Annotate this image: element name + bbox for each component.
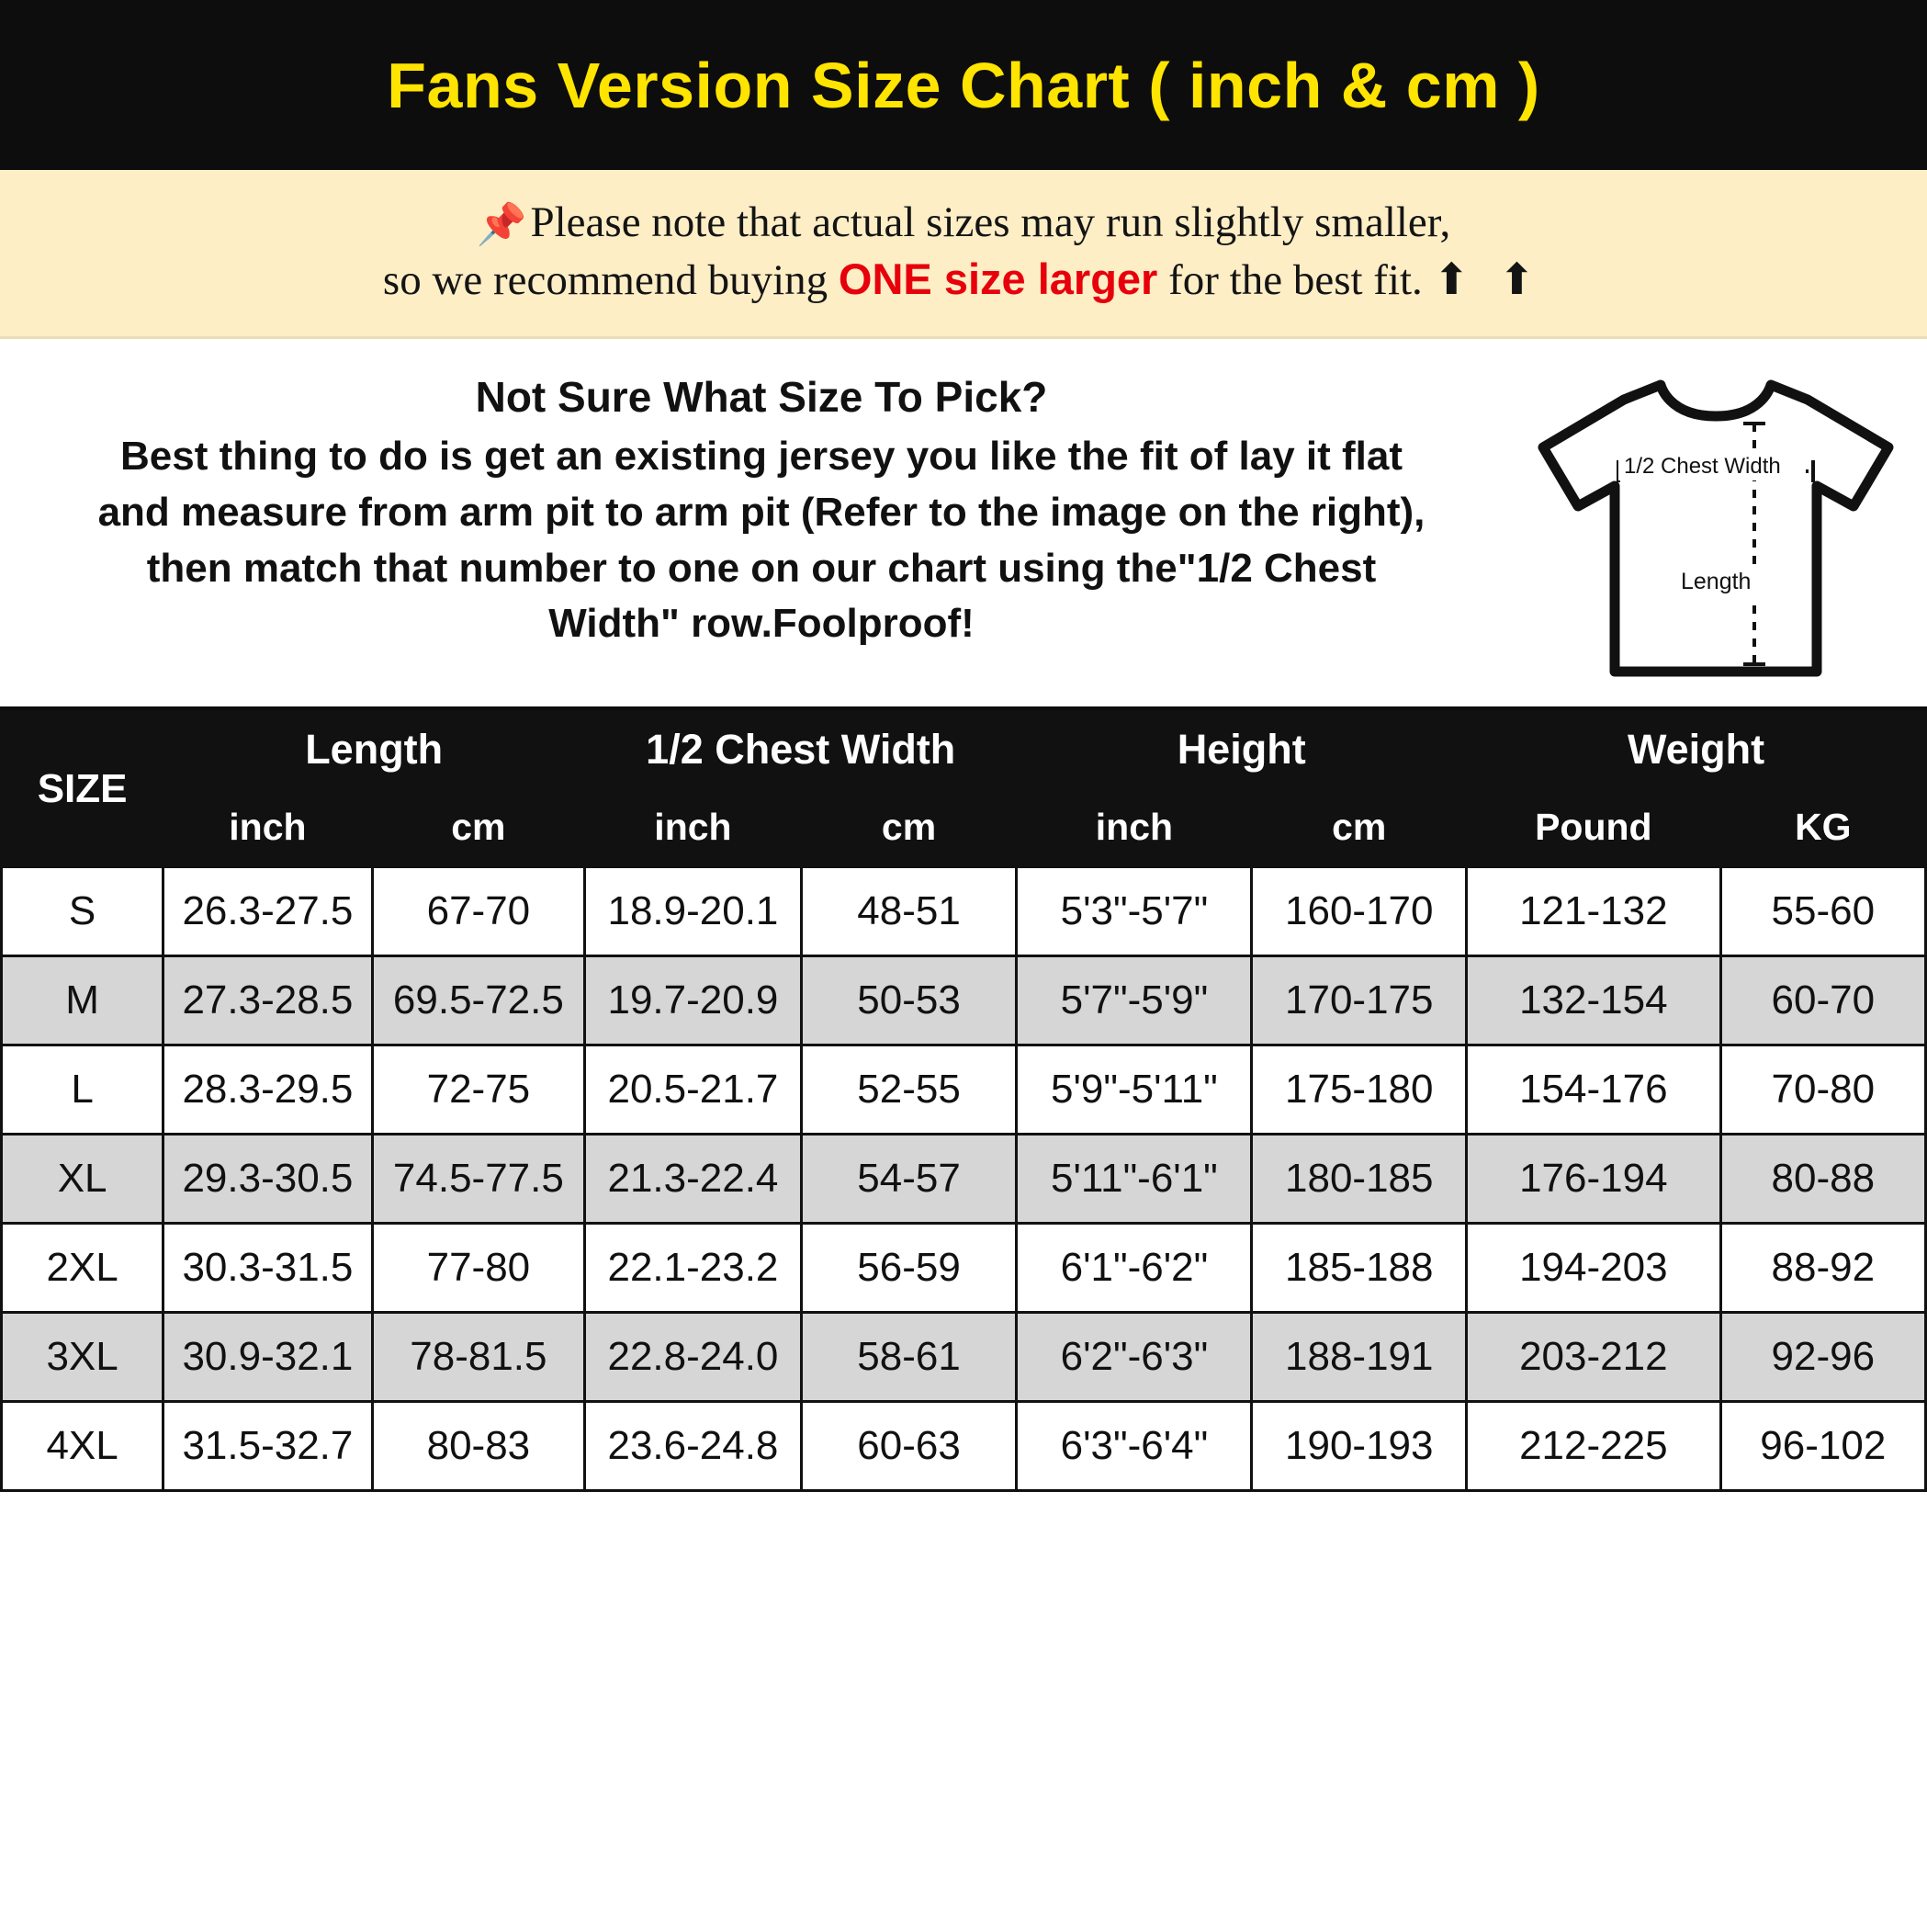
header-chest-cm: cm <box>801 788 1017 867</box>
pushpin-icon: 📌 <box>476 202 527 247</box>
header-size: SIZE <box>2 712 163 867</box>
advice-heading: Not Sure What Size To Pick? <box>475 373 1048 422</box>
cell-chest-cm: 58-61 <box>801 1313 1017 1402</box>
header-group-height: Height <box>1017 712 1467 788</box>
cell-chest-cm: 60-63 <box>801 1402 1017 1491</box>
table-header-row-groups <box>2 712 1926 788</box>
note-highlight: ONE size larger <box>838 254 1158 304</box>
cell-height-inch: 6'3"-6'4" <box>1017 1402 1252 1491</box>
cell-length-cm: 74.5-77.5 <box>372 1135 585 1224</box>
header-height-inch: inch <box>1017 788 1252 867</box>
cell-chest-inch: 21.3-22.4 <box>585 1135 802 1224</box>
header-group-chest: 1/2 Chest Width <box>585 712 1017 788</box>
table-body <box>2 867 1926 1491</box>
cell-size: S <box>2 867 163 956</box>
cell-length-inch: 30.9-32.1 <box>163 1313 372 1402</box>
cell-height-inch: 6'2"-6'3" <box>1017 1313 1252 1402</box>
header-weight-pound: Pound <box>1467 788 1721 867</box>
table-header-row-units <box>2 788 1926 867</box>
cell-chest-cm: 52-55 <box>801 1045 1017 1135</box>
cell-weight-kg: 60-70 <box>1720 956 1925 1045</box>
table-header <box>2 712 1926 867</box>
note-text-1: Please note that actual sizes may run slightly smaller, <box>530 198 1451 246</box>
arrow-up-icon: ⬆ ⬆ <box>1433 256 1545 305</box>
note-text-2-suffix: for the best fit. <box>1157 256 1434 305</box>
cell-height-inch: 5'3"-5'7" <box>1017 867 1252 956</box>
header-length-cm: cm <box>372 788 585 867</box>
tshirt-icon <box>1523 368 1909 690</box>
cell-weight-pound: 203-212 <box>1467 1313 1721 1402</box>
table-row <box>2 1313 1926 1402</box>
cell-length-inch: 28.3-29.5 <box>163 1045 372 1135</box>
cell-height-cm: 190-193 <box>1252 1402 1467 1491</box>
note-line-2 <box>18 251 1909 309</box>
cell-height-inch: 5'11"-6'1" <box>1017 1135 1252 1224</box>
cell-size: XL <box>2 1135 163 1224</box>
cell-height-cm: 185-188 <box>1252 1224 1467 1313</box>
table-row <box>2 867 1926 956</box>
header-weight-kg: KG <box>1720 788 1925 867</box>
cell-weight-kg: 80-88 <box>1720 1135 1925 1224</box>
cell-length-inch: 31.5-32.7 <box>163 1402 372 1491</box>
cell-weight-pound: 121-132 <box>1467 867 1721 956</box>
page-title: Fans Version Size Chart ( inch & cm ) <box>387 49 1540 121</box>
table-row <box>2 1045 1926 1135</box>
cell-weight-kg: 55-60 <box>1720 867 1925 956</box>
cell-chest-cm: 54-57 <box>801 1135 1017 1224</box>
cell-chest-cm: 48-51 <box>801 867 1017 956</box>
cell-length-inch: 30.3-31.5 <box>163 1224 372 1313</box>
cell-weight-pound: 176-194 <box>1467 1135 1721 1224</box>
cell-chest-inch: 22.8-24.0 <box>585 1313 802 1402</box>
cell-size: L <box>2 1045 163 1135</box>
cell-length-cm: 77-80 <box>372 1224 585 1313</box>
cell-height-cm: 180-185 <box>1252 1135 1467 1224</box>
cell-height-cm: 175-180 <box>1252 1045 1467 1135</box>
cell-chest-cm: 50-53 <box>801 956 1017 1045</box>
cell-weight-kg: 96-102 <box>1720 1402 1925 1491</box>
note-band <box>0 170 1927 339</box>
header-group-length: Length <box>163 712 585 788</box>
title-bar <box>0 0 1927 170</box>
cell-length-inch: 27.3-28.5 <box>163 956 372 1045</box>
cell-size: M <box>2 956 163 1045</box>
header-group-weight: Weight <box>1467 712 1926 788</box>
cell-size: 3XL <box>2 1313 163 1402</box>
header-height-cm: cm <box>1252 788 1467 867</box>
size-table <box>0 710 1927 1492</box>
cell-chest-inch: 18.9-20.1 <box>585 867 802 956</box>
cell-height-cm: 188-191 <box>1252 1313 1467 1402</box>
header-chest-inch: inch <box>585 788 802 867</box>
cell-height-inch: 5'7"-5'9" <box>1017 956 1252 1045</box>
cell-chest-inch: 23.6-24.8 <box>585 1402 802 1491</box>
advice-line-2: and measure from arm pit to arm pit (Refer to the image on the right), <box>97 489 1426 535</box>
cell-chest-inch: 22.1-23.2 <box>585 1224 802 1313</box>
advice-line-3: then match that number to one on our chart using the"1/2 Chest <box>146 545 1377 591</box>
cell-weight-kg: 92-96 <box>1720 1313 1925 1402</box>
advice-line-4: Width" row.Foolproof! <box>548 601 975 647</box>
cell-size: 4XL <box>2 1402 163 1491</box>
cell-weight-pound: 212-225 <box>1467 1402 1721 1491</box>
cell-height-inch: 6'1"-6'2" <box>1017 1224 1252 1313</box>
cell-weight-kg: 70-80 <box>1720 1045 1925 1135</box>
length-label: Length <box>1681 569 1752 595</box>
table-row <box>2 1402 1926 1491</box>
cell-length-cm: 80-83 <box>372 1402 585 1491</box>
cell-weight-pound: 194-203 <box>1467 1224 1721 1313</box>
cell-chest-cm: 56-59 <box>801 1224 1017 1313</box>
cell-height-inch: 5'9"-5'11" <box>1017 1045 1252 1135</box>
cell-chest-inch: 20.5-21.7 <box>585 1045 802 1135</box>
header-length-inch: inch <box>163 788 372 867</box>
chest-width-label: 1/2 Chest Width <box>1624 454 1781 480</box>
advice-section <box>0 339 1927 710</box>
cell-size: 2XL <box>2 1224 163 1313</box>
cell-length-cm: 69.5-72.5 <box>372 956 585 1045</box>
note-text-2-prefix: so we recommend buying <box>382 256 839 305</box>
table-row <box>2 956 1926 1045</box>
cell-length-cm: 72-75 <box>372 1045 585 1135</box>
cell-height-cm: 170-175 <box>1252 956 1467 1045</box>
advice-line-1: Best thing to do is get an existing jersey you like the fit of lay it flat <box>119 434 1403 480</box>
advice-text <box>9 361 1514 652</box>
note-line-1 <box>18 194 1909 251</box>
cell-length-inch: 26.3-27.5 <box>163 867 372 956</box>
cell-chest-inch: 19.7-20.9 <box>585 956 802 1045</box>
table-row <box>2 1135 1926 1224</box>
cell-length-inch: 29.3-30.5 <box>163 1135 372 1224</box>
cell-weight-kg: 88-92 <box>1720 1224 1925 1313</box>
cell-weight-pound: 154-176 <box>1467 1045 1721 1135</box>
table-row <box>2 1224 1926 1313</box>
cell-length-cm: 78-81.5 <box>372 1313 585 1402</box>
cell-weight-pound: 132-154 <box>1467 956 1721 1045</box>
cell-length-cm: 67-70 <box>372 867 585 956</box>
tshirt-diagram <box>1514 361 1918 690</box>
cell-height-cm: 160-170 <box>1252 867 1467 956</box>
